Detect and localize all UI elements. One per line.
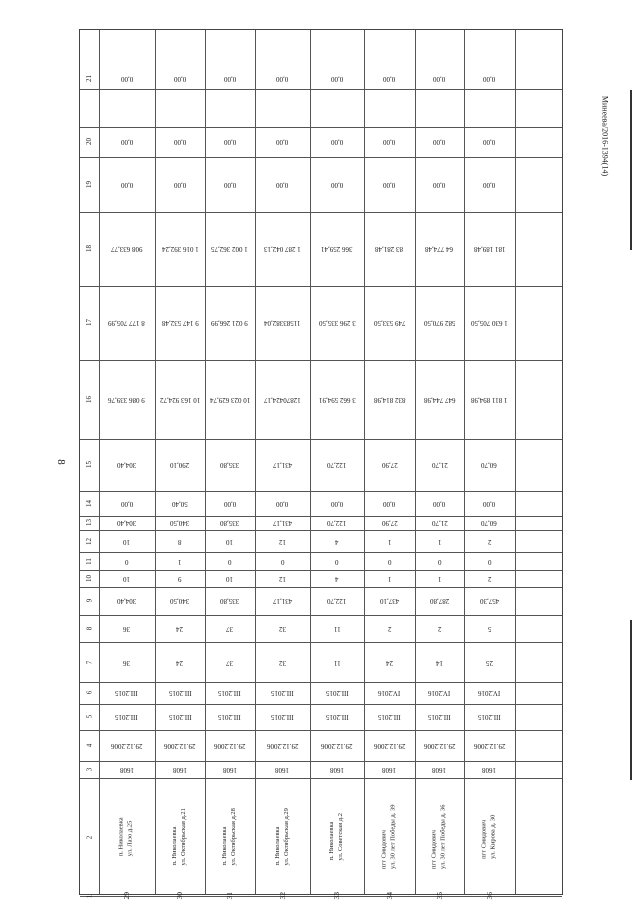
column-header-3: 3: [84, 767, 93, 772]
table-cell: 181 189,48: [473, 245, 506, 254]
table-cell: 431,17: [272, 597, 292, 606]
table-cell: 4: [335, 574, 339, 583]
table-cell: III.2015: [325, 689, 349, 698]
table-cell: 29.12.2006: [321, 741, 353, 750]
table-cell: 0,00: [330, 138, 344, 147]
table-cell: 9 147 532,48: [161, 319, 199, 328]
right-edge-line-bottom: [630, 620, 632, 780]
address-cell: пгт Смидович ул. 30 лет Победы д. 36: [430, 804, 447, 870]
table-cell: 1608: [482, 766, 497, 775]
table-cell: 0,00: [433, 181, 446, 190]
table-cell: 290,10: [170, 461, 190, 470]
table-cell: 0,00: [383, 75, 396, 84]
table-cell: 37: [226, 624, 234, 633]
column-header-12: 12: [84, 537, 93, 545]
table-cell: 36: [123, 658, 131, 667]
column-header-20: 20: [84, 138, 93, 146]
column-header-6: 6: [84, 691, 93, 695]
table-cell: 0,00: [433, 138, 446, 147]
table-cell: 122,70: [327, 597, 347, 606]
table-cell: 12: [278, 574, 286, 583]
table-cell: 36: [123, 624, 131, 633]
column-header-15: 15: [84, 461, 93, 469]
table-cell: 11: [333, 658, 341, 667]
column-header-11: 11: [84, 557, 93, 565]
table-cell: 8: [178, 537, 182, 546]
table-cell: 37: [226, 658, 234, 667]
table-cell: 0: [437, 557, 442, 566]
table-cell: 0,00: [120, 138, 133, 147]
page-number: 8: [54, 459, 67, 465]
address-cell: п. Николаевка ул. Лазо д.25: [118, 817, 134, 857]
column-header-8: 8: [84, 626, 93, 631]
table-cell: III.2015: [477, 713, 501, 722]
table-cell: 1: [387, 574, 392, 583]
table-cell: 32: [278, 658, 286, 667]
table-cell: 1608: [275, 766, 290, 775]
address-cell: п. Николаевка ул. Октябрьская д.29: [273, 808, 290, 866]
table-cell: 0,00: [383, 138, 396, 147]
table-cell: 0,00: [433, 75, 446, 84]
table-cell: 1: [437, 574, 442, 583]
table-cell: 457,30: [479, 597, 499, 606]
table-cell: 0: [487, 557, 492, 566]
column-divider: [515, 30, 516, 894]
table-cell: 32: [278, 624, 286, 633]
table-cell: 1: [387, 537, 392, 546]
table-cell: 0: [228, 557, 232, 566]
table-cell: III.2015: [115, 713, 139, 722]
table-cell: 29.12.2006: [111, 741, 143, 750]
table-cell: 1 016 392,24: [161, 245, 199, 254]
table-cell: 287,80: [429, 597, 449, 606]
table-cell: 3 296 335,50: [318, 319, 356, 328]
table-cell: 27,90: [381, 519, 398, 528]
table-cell: 1: [437, 537, 442, 546]
table-cell: 10: [123, 537, 131, 546]
table-cell: 647 744,98: [423, 396, 456, 405]
table-cell: 29.12.2006: [266, 741, 299, 750]
table-cell: 24: [176, 658, 184, 667]
table-cell: 340,50: [170, 519, 190, 528]
column-header-14: 14: [84, 499, 93, 507]
table-cell: 5: [487, 624, 492, 633]
column-header-9: 9: [84, 598, 93, 603]
table-cell: 29.12.2006: [214, 741, 246, 750]
table-cell: 1608: [222, 766, 237, 775]
column-header-2: 2: [84, 835, 93, 839]
table-cell: IV.2016: [478, 689, 501, 698]
table-cell: III.2015: [218, 689, 242, 698]
table-cell: 11583382,04: [264, 319, 301, 328]
table-cell: 60,70: [481, 519, 498, 528]
table-cell: 0,00: [276, 75, 289, 84]
table-cell: 60,70: [481, 461, 498, 470]
column-header-16: 16: [84, 396, 93, 404]
table-cell: 10 163 924,72: [159, 396, 200, 405]
table-cell: 0,00: [223, 181, 236, 190]
document-id-label: Минеева/2016-1394(14): [600, 95, 610, 177]
table-cell: 0: [125, 557, 129, 566]
address-cell: п. Николаевка ул. Октябрьская д.28: [221, 808, 237, 866]
table-cell: IV.2016: [428, 689, 451, 698]
column-header-5: 5: [84, 714, 93, 719]
table-cell: 0,00: [173, 138, 186, 147]
table-cell: 2: [487, 574, 492, 583]
table-cell: 335,80: [220, 597, 240, 606]
column-header-21: 21: [84, 75, 93, 83]
table-cell: 12870424,17: [263, 396, 301, 405]
table-cell: 3 662 594,91: [318, 396, 356, 405]
column-header-4: 4: [84, 743, 93, 748]
table-cell: III.2015: [428, 713, 451, 722]
address-cell: п. Николаевка ул. Октябрьская д.21: [171, 808, 187, 866]
column-header-17: 17: [84, 319, 93, 327]
address-cell: пгт Смидович ул. Кирова д. 30: [480, 814, 497, 860]
data-table: 1 2 3 4 5 6 7 8 9 10 11 12 13 14 15 16 17 18 19 20 21 29 п. Николаевка ул. Лазо д.25 1608 29.12.2006 III.2015 III.2015 36 36 304,40 10 0 10 304,40 0,00 304,40 9 086 339,76 8 177 705,99 908 633,77 0,00 0,00 0,00 30 п. Николаевка ул. Октябрьская д.21 1608 29.12.2006 III.2015 III.2015 24 24 340,50 9 1 8 340,50 50,40 290,10 10 163 924,72 9 147 532,48 1 016 392,24 0,00 0,00 0,00 31 п. Николаевка ул. Октябрьская д.28 1608 29.12.2006 III.2015 III.2015 37 37 335,80 10 0 10 335,80 0,00 335,80 10 023 629,74 9 021 266,99 1 002 362,75 0,00 0,00 0,00 32 п. Николаевка ул. Октябрьская д.29 1608 29.12.2006 III.2015 III.2015 32 32 431,17 12 0 12 431,17 0,00 431,17 12870424,17 11583382,04 1 287 042,13 0,00 0,00 0,00 33 п. Николаевка ул. Советская д.2 1608 29.12.2006 III.2015 III.2015 11 11 122,70 4 0 4 122,70 0,00 122,70 3 662 594,91 3 296 335,50 366 259,41 0,00 0,00 0,00 34 пгт Смидович ул. 30 лет Победы д. 39 1608 29.12.2006 III.2015 IV.2016 24 2 437,10 1 0 1 27,90 0,00 27,90 832 814,98 749 533,50 83 281,48 0,00 0,00 0,00 35 пгт Смидович ул. 30 лет Победы д. 36 1608 29.12.2006 III.2015 IV.2016 14 2 287,80 1 0 1 21,70 0,00 21,70 647 744,98 582 970,50 64 774,48 0,00 0,00 0,00 36 пгт Смидович ул. Кирова д. 30 1608 29.12.2006 III.2015 IV.2016 25 5 457,30 2 0 2 60,70 0,00 60,70 1 811 894,98 1 630 705,50 181 189,48 0,00 0,00 0,00: [79, 29, 563, 895]
table-cell: III.2015: [270, 689, 294, 698]
column-header-18: 18: [84, 245, 93, 253]
table-cell: 437,10: [379, 597, 400, 606]
table-cell: 9 021 266,99: [211, 319, 249, 328]
address-cell: п. Николаевка ул. Советская д.2: [328, 813, 344, 861]
table-cell: 1 287 042,13: [263, 245, 301, 254]
table-cell: 14: [435, 658, 443, 667]
table-cell: 832 814,98: [373, 396, 406, 405]
table-cell: 29.12.2006: [473, 741, 506, 750]
table-cell: III.2015: [115, 689, 139, 698]
table-cell: 0,00: [276, 138, 289, 147]
table-cell: 1 002 362,75: [211, 245, 249, 254]
table-cell: 0,00: [223, 75, 236, 84]
table-cell: 431,17: [272, 519, 292, 528]
table-cell: 27,90: [381, 461, 398, 470]
table-cell: 1: [178, 557, 182, 566]
table-cell: 29.12.2006: [373, 741, 406, 750]
table-cell: 431,17: [272, 461, 292, 470]
table-cell: III.2015: [168, 689, 192, 698]
table-cell: 8 177 705,99: [108, 319, 146, 328]
table-cell: 335,80: [220, 461, 240, 470]
table-cell: 64 774,48: [425, 245, 454, 254]
table-cell: 0,00: [383, 181, 396, 190]
table-cell: 9: [178, 574, 182, 583]
table-cell: 10 023 629,74: [209, 396, 250, 405]
table-cell: 335,80: [220, 519, 240, 528]
table-cell: 24: [385, 658, 393, 667]
table-cell: 0,00: [330, 75, 344, 84]
table-cell: 0,00: [173, 181, 186, 190]
table-cell: 21,70: [431, 461, 448, 470]
table-cell: 0,00: [483, 138, 496, 147]
table-cell: 10: [123, 574, 131, 583]
column-header-7: 7: [84, 660, 93, 664]
table-cell: 0,00: [483, 75, 496, 84]
table-cell: 0,00: [173, 75, 186, 84]
table-cell: III.2015: [270, 713, 294, 722]
address-cell: пгт Смидович ул. 30 лет Победы д. 39: [380, 804, 397, 870]
table-cell: 0,00: [120, 181, 133, 190]
table-cell: 0,00: [276, 499, 289, 508]
table-cell: 304,40: [117, 461, 137, 470]
table-cell: IV.2016: [378, 689, 401, 698]
table-cell: 29.12.2006: [164, 741, 196, 750]
table-cell: 1608: [432, 766, 447, 775]
table-cell: 366 259,41: [321, 245, 353, 254]
table-cell: 0,00: [433, 499, 446, 508]
table-cell: 0,00: [223, 138, 236, 147]
table-cell: 1 630 705,50: [470, 319, 508, 328]
table-cell: 0,00: [483, 181, 496, 190]
table-cell: 1608: [172, 766, 187, 775]
table-cell: 122,70: [327, 519, 347, 528]
right-edge-line-top: [630, 90, 632, 250]
table-cell: 1608: [382, 766, 397, 775]
table-cell: 0: [335, 557, 339, 566]
table-cell: 2: [387, 624, 392, 633]
table-cell: 0,00: [330, 181, 344, 190]
table-cell: 0: [387, 557, 392, 566]
table-cell: 0: [280, 557, 285, 566]
column-header-10: 10: [84, 574, 93, 582]
table-cell: 21,70: [431, 519, 448, 528]
table-cell: 29.12.2006: [423, 741, 456, 750]
table-cell: 12: [278, 537, 286, 546]
table-cell: 1 811 894,98: [471, 396, 508, 405]
table-cell: 11: [333, 624, 341, 633]
table-cell: 10: [226, 574, 234, 583]
table-cell: 908 633,77: [111, 245, 143, 254]
table-cell: 83 281,48: [375, 245, 404, 254]
table-cell: III.2015: [218, 713, 242, 722]
table-cell: 0,00: [120, 499, 133, 508]
table-cell: 1608: [119, 766, 134, 775]
table-cell: 1608: [329, 766, 344, 775]
table-cell: 749 533,50: [373, 319, 406, 328]
table-cell: III.2015: [325, 713, 349, 722]
table-cell: 0,00: [483, 499, 496, 508]
column-header-13: 13: [84, 519, 93, 527]
table-cell: III.2015: [378, 713, 401, 722]
table-cell: 582 970,50: [423, 319, 456, 328]
table-cell: 10: [226, 537, 234, 546]
table-cell: 0,00: [383, 499, 396, 508]
table-cell: 304,40: [117, 519, 137, 528]
table-cell: 0,00: [120, 75, 133, 84]
table-cell: 4: [335, 537, 339, 546]
column-header-19: 19: [84, 181, 93, 189]
table-cell: 2: [437, 624, 442, 633]
table-cell: 9 086 339,76: [108, 396, 146, 405]
table-cell: 0,00: [276, 181, 289, 190]
table-cell: 122,70: [327, 461, 347, 470]
table-cell: 0,00: [223, 499, 236, 508]
table-cell: 50,40: [172, 499, 188, 508]
table-cell: 340,50: [170, 597, 190, 606]
table-cell: 0,00: [330, 499, 344, 508]
table-cell: 2: [487, 537, 492, 546]
table-cell: III.2015: [168, 713, 192, 722]
table-cell: 304,40: [117, 597, 137, 606]
table-cell: 25: [485, 658, 493, 667]
table-cell: 24: [176, 624, 184, 633]
